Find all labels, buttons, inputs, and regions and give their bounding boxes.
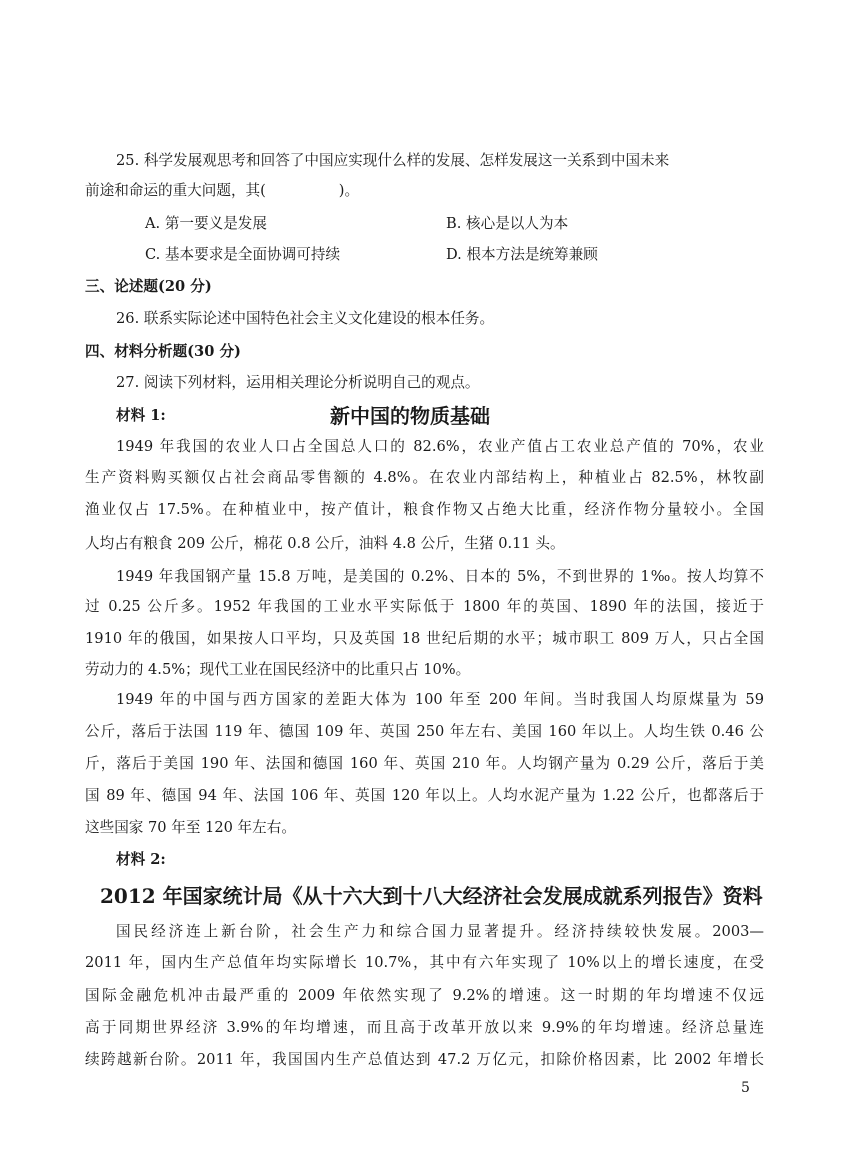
section4-heading: 四、材料分析题(30 分) bbox=[85, 343, 241, 360]
material1-p2-line: 1949 年我国钢产量 15.8 万吨，是美国的 0.2%、日本的 5%，不到世界的 1‰。按人均算不 bbox=[116, 568, 764, 585]
material1-p1-line: 人均占有粮食 209 公斤，棉花 0.8 公斤，油料 4.8 公斤，生猪 0.11 头。 bbox=[85, 535, 565, 552]
material1-p1-line: 渔业仅占 17.5%。在种植业中，按产值计，粮食作物又占绝大比重，经济作物分量较小。全国 bbox=[85, 501, 764, 518]
material1-p2-line: 过 0.25 公斤多。1952 年我国的工业水平实际低于 1800 年的英国、1890 年的法国，接近于 bbox=[85, 598, 764, 615]
material1-p3-line: 斤，落后于美国 190 年、法国和德国 160 年、英国 210 年。人均钢产量为 0.29 公斤，落后于美 bbox=[85, 755, 764, 772]
material2-title: 2012 年国家统计局《从十六大到十八大经济社会发展成就系列报告》资料 bbox=[100, 884, 763, 908]
q25-option-d: D. 根本方法是统筹兼顾 bbox=[446, 246, 598, 263]
material1-p3-line: 这些国家 70 年至 120 年左右。 bbox=[85, 819, 296, 836]
section3-heading: 三、论述题(20 分) bbox=[85, 278, 212, 295]
material1-p2-line: 1910 年的俄国，如果按人口平均，只及英国 18 世纪后期的水平；城市职工 809 万人，只占全国 bbox=[85, 630, 764, 647]
material2-p1-line: 2011 年，国内生产总值年均实际增长 10.7%，其中有六年实现了 10%以上的增长速度，在受 bbox=[85, 954, 764, 971]
page-number: 5 bbox=[741, 1080, 750, 1096]
material1-title: 新中国的物质基础 bbox=[330, 404, 490, 428]
material1-p3-line: 公斤，落后于法国 119 年、德国 109 年、英国 250 年左右、美国 160 年以上。人均生铁 0.46 公 bbox=[85, 723, 764, 740]
q26-text: 26. 联系实际论述中国特色社会主义文化建设的根本任务。 bbox=[116, 310, 495, 327]
material1-p2-line: 劳动力的 4.5%；现代工业在国民经济中的比重只占 10%。 bbox=[85, 661, 471, 678]
material1-p1-line: 生产资料购买额仅占社会商品零售额的 4.8%。在农业内部结构上，种植业占 82.5%，林牧副 bbox=[85, 469, 764, 486]
material2-p1-line: 续跨越新台阶。2011 年，我国国内生产总值达到 47.2 万亿元，扣除价格因素，比 2002 年增长 bbox=[85, 1051, 764, 1068]
material1-p3-line: 1949 年的中国与西方国家的差距大体为 100 年至 200 年间。当时我国人均原煤量为 59 bbox=[116, 691, 764, 708]
q25-option-c: C. 基本要求是全面协调可持续 bbox=[145, 246, 341, 263]
material2-label: 材料 2: bbox=[116, 851, 166, 868]
q27-text: 27. 阅读下列材料，运用相关理论分析说明自己的观点。 bbox=[116, 374, 480, 391]
q25-option-b: B. 核心是以人为本 bbox=[446, 215, 569, 232]
q25-text-line2: 前途和命运的重大问题，其( )。 bbox=[85, 182, 360, 199]
material2-p1-line: 高于同期世界经济 3.9%的年均增速，而且高于改革开放以来 9.9%的年均增速。经济总量连 bbox=[85, 1019, 764, 1036]
q25-text-line1: 25. 科学发展观思考和回答了中国应实现什么样的发展、怎样发展这一关系到中国未来 bbox=[116, 152, 670, 169]
material2-p1-line: 国际金融危机冲击最严重的 2009 年依然实现了 9.2%的增速。这一时期的年均增速不仅远 bbox=[85, 987, 764, 1004]
q25-option-a: A. 第一要义是发展 bbox=[145, 215, 267, 232]
material1-label: 材料 1: bbox=[116, 407, 166, 424]
material2-p1-line: 国民经济连上新台阶，社会生产力和综合国力显著提升。经济持续较快发展。2003— bbox=[116, 923, 764, 940]
material1-p3-line: 国 89 年、德国 94 年、法国 106 年、英国 120 年以上。人均水泥产量为 1.22 公斤，也都落后于 bbox=[85, 787, 764, 804]
material1-p1-line: 1949 年我国的农业人口占全国总人口的 82.6%，农业产值占工农业总产值的 70%，农业 bbox=[116, 438, 764, 455]
